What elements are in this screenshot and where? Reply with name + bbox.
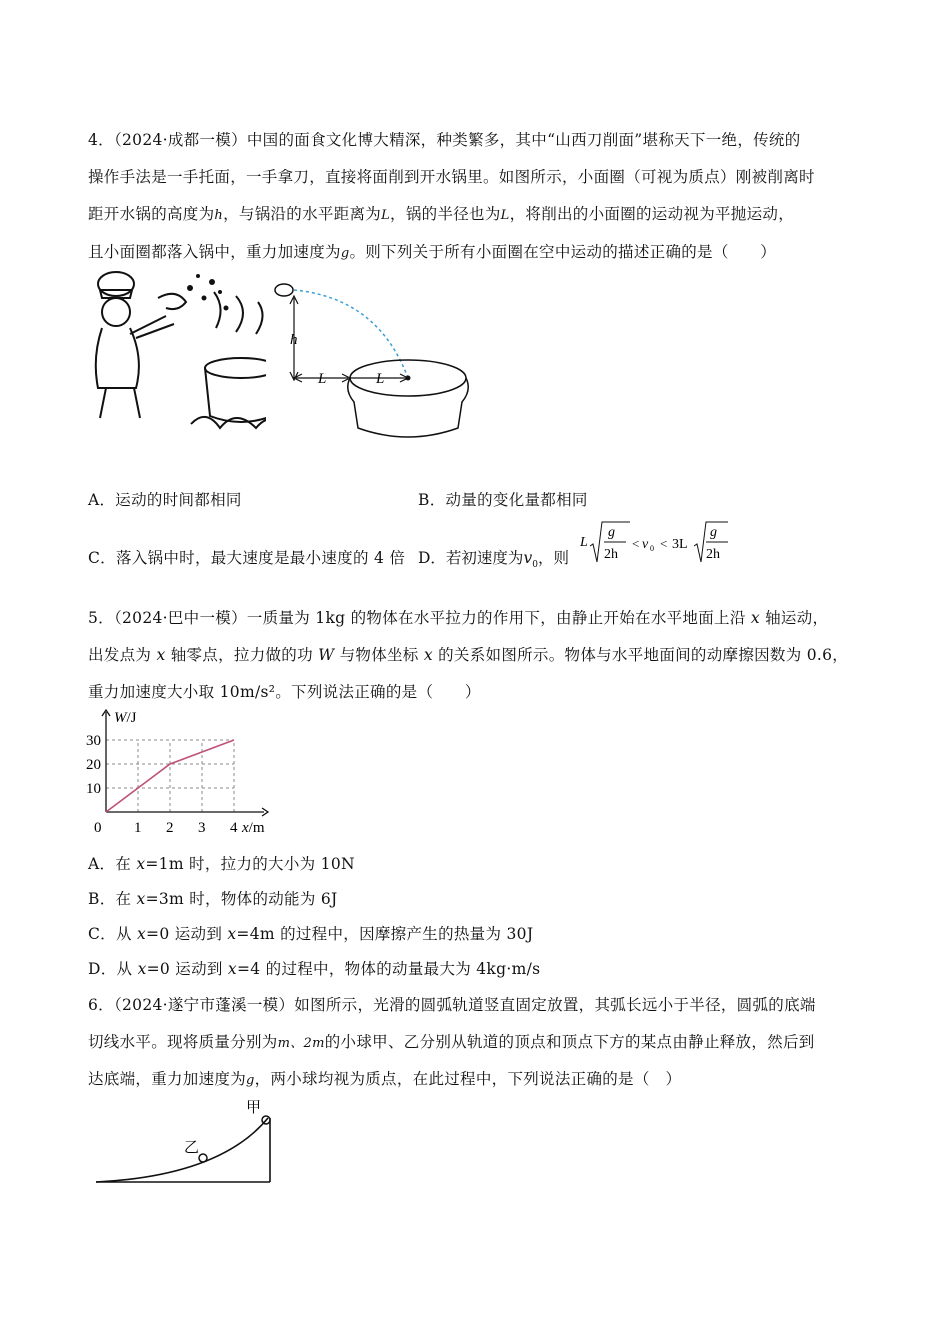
- L-label-2: L: [376, 371, 385, 387]
- q6-line-1: 6．（2024·遂宁市蓬溪一模）如图所示，光滑的圆弧轨道竖直固定放置，其弧长远小于半径，圆弧的底端: [88, 996, 816, 1014]
- y-tick-label: 10: [86, 781, 101, 797]
- dough-ring: [275, 284, 293, 296]
- label-jia: 甲: [246, 1100, 262, 1116]
- svg-text:2h: 2h: [706, 547, 720, 562]
- x-tick-label: 0: [94, 820, 102, 836]
- arc-track-figure: [90, 1096, 290, 1192]
- svg-text:0: 0: [650, 544, 654, 553]
- svg-text:g: g: [710, 525, 717, 540]
- pot-body: [348, 378, 469, 437]
- L-label-1: L: [318, 371, 327, 387]
- q5-line-1: 5．（2024·巴中一模）一质量为 1kg 的物体在水平拉力的作用下，由静止开始在水平地面上沿 x 轴运动，: [88, 609, 829, 627]
- svg-text:3L: 3L: [672, 537, 688, 552]
- h-label: h: [290, 332, 298, 348]
- trajectory-curve: [294, 290, 408, 378]
- svg-text:L: L: [580, 535, 588, 550]
- y-axis-label: W/J: [114, 710, 137, 726]
- chef-illustration: [86, 268, 266, 448]
- x-axis-label: x/m: [242, 820, 265, 836]
- q4-option-c: C．落入锅中时，最大速度是最小速度的 4 倍: [88, 549, 406, 567]
- label-yi: 乙: [184, 1140, 200, 1156]
- x-tick-label: 3: [198, 820, 206, 836]
- q4-option-a: A．运动的时间都相同: [88, 491, 242, 509]
- q4-option-d: D．若初速度为$v_0$，则: [418, 549, 569, 571]
- svg-text:<: <: [632, 536, 640, 551]
- ball-yi: [199, 1154, 207, 1162]
- q4-line-3: 距开水锅的高度为h，与锅沿的水平距离为L，锅的半径也为L，将削出的小面圈的运动视为平抛运动，: [88, 205, 794, 223]
- q6-line-3: 达底端，重力加速度为g，两小球均视为质点，在此过程中，下列说法正确的是（ ）: [88, 1070, 682, 1088]
- work-displacement-chart: [84, 704, 284, 840]
- q4-line-1: 4．（2024·成都一模）中国的面食文化博大精深，种类繁多，其中“山西刀削面”堪称天下一绝，传统的: [88, 131, 801, 149]
- arc-track: [96, 1118, 268, 1182]
- q4-option-d-formula: [580, 520, 730, 566]
- q4-line-4: 且小面圈都落入锅中，重力加速度为g。则下列关于所有小面圈在空中运动的描述正确的是（ ）: [88, 243, 777, 261]
- q5-option-b: B．在 x=3m 时，物体的动能为 6J: [88, 890, 338, 908]
- svg-text:2h: 2h: [604, 547, 618, 562]
- x-tick-label: 1: [134, 820, 142, 836]
- q6-line-2: 切线水平。现将质量分别为m、2m的小球甲、乙分别从轨道的顶点和顶点下方的某点由静止释放，然后到: [88, 1033, 815, 1051]
- x-tick-label: 2: [166, 820, 174, 836]
- q5-line-3: 重力加速度大小取 10m/s²。下列说法正确的是（ ）: [88, 683, 481, 701]
- q5-option-d: D．从 x=0 运动到 x=4 的过程中，物体的动量最大为 4kg·m/s: [88, 960, 541, 978]
- q4-line-2: 操作手法是一手托面，一手拿刀，直接将面削到开水锅里。如图所示，小面圈（可视为质点）刚被削离时: [88, 168, 815, 186]
- svg-text:v: v: [642, 537, 649, 552]
- q4-option-b: B．动量的变化量都相同: [418, 491, 588, 509]
- svg-text:g: g: [608, 525, 615, 540]
- svg-text:<: <: [660, 536, 668, 551]
- q5-option-a: A．在 x=1m 时，拉力的大小为 10N: [88, 855, 355, 873]
- q4-trajectory-figure: [268, 278, 478, 448]
- y-tick-label: 20: [86, 757, 101, 773]
- q5-line-2: 出发点为 x 轴零点，拉力做的功 W 与物体坐标 x 的关系如图所示。物体与水平地面间的动摩擦因数为 0.6，: [88, 646, 849, 664]
- x-tick-label: 4: [230, 820, 238, 836]
- chart-grid: [106, 740, 234, 812]
- q5-option-c: C．从 x=0 运动到 x=4m 的过程中，因摩擦产生的热量为 30J: [88, 925, 534, 943]
- y-tick-label: 30: [86, 733, 101, 749]
